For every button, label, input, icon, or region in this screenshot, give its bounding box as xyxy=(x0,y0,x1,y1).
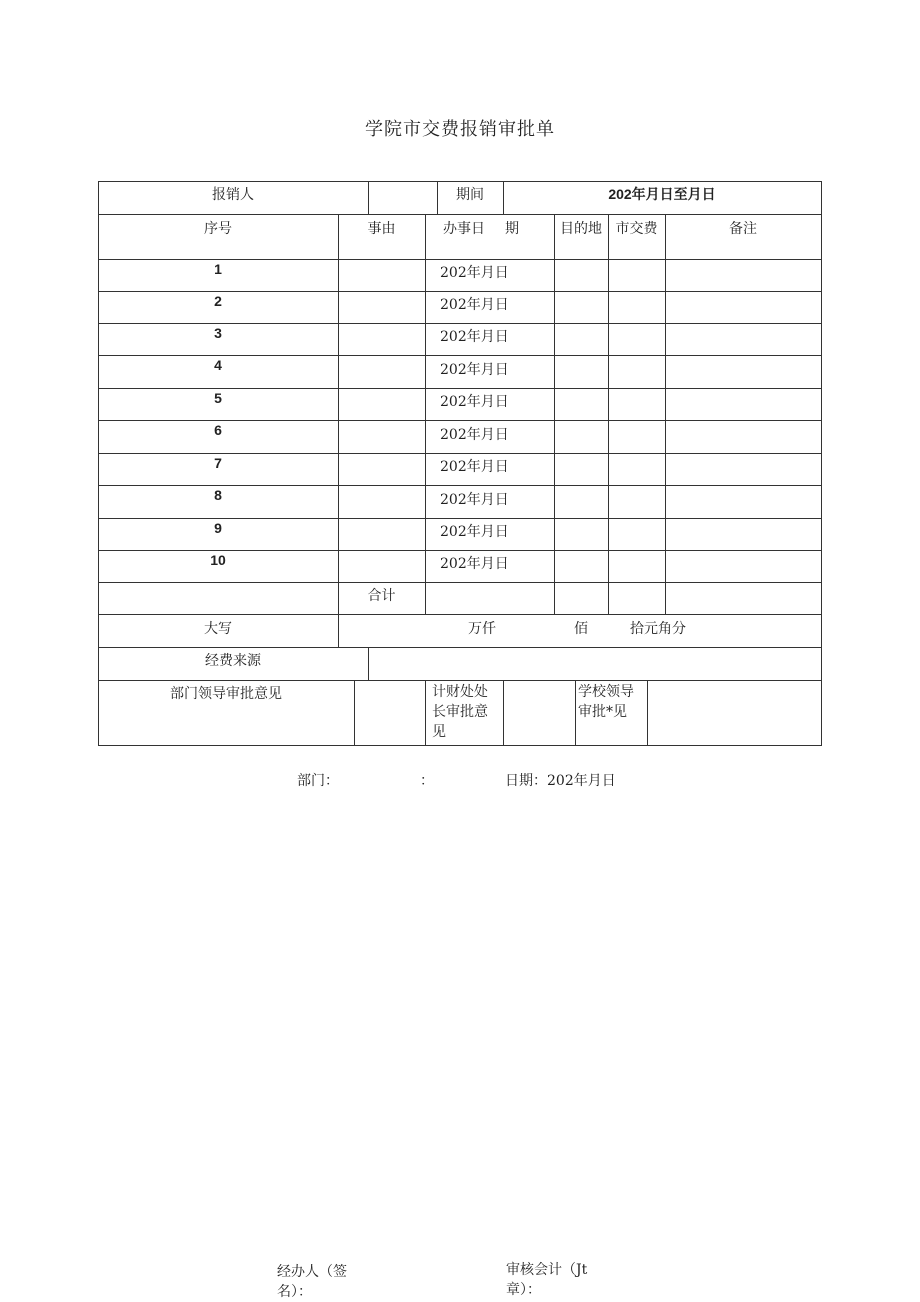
capital-label: 大写 xyxy=(204,621,232,637)
row-seq: 10 xyxy=(210,552,226,568)
row-date: 202年月日 xyxy=(440,394,509,410)
capital-bai: 佰 xyxy=(574,621,588,637)
col-reason: 事由 xyxy=(367,221,396,237)
row-date: 202年月日 xyxy=(440,459,509,475)
school-leader-approval-label: 学校领导审批*见 xyxy=(578,684,634,720)
period-value: 202年月日至月日 xyxy=(608,186,716,202)
row-seq: 6 xyxy=(214,422,222,438)
handler-signature: 经办人（签名）： xyxy=(277,1264,347,1300)
reimburser-label: 报销人 xyxy=(212,187,254,203)
row-seq: 5 xyxy=(214,390,222,406)
period-label: 期间 xyxy=(456,187,484,203)
row-seq: 2 xyxy=(214,293,222,309)
col-date-a: 办事日 xyxy=(443,221,485,237)
capital-rest: 拾元角分 xyxy=(630,621,686,637)
col-date-b: 期 xyxy=(505,221,519,237)
footer-colon: ： xyxy=(420,773,434,789)
col-seq: 序号 xyxy=(204,221,232,237)
page-title: 学院市交费报销审批单 xyxy=(365,119,555,140)
fund-source-label: 经费来源 xyxy=(205,653,261,669)
row-date: 202年月日 xyxy=(440,329,509,345)
row-date: 202年月日 xyxy=(440,492,509,508)
row-date: 202年月日 xyxy=(440,265,509,281)
footer-dept: 部门： xyxy=(297,773,339,789)
capital-wan-qian: 万仟 xyxy=(468,621,496,637)
finance-head-approval-label: 计财处处长审批意见 xyxy=(432,684,488,740)
row-date: 202年月日 xyxy=(440,297,509,313)
col-destination: 目的地 xyxy=(560,221,602,237)
row-seq: 1 xyxy=(214,261,222,277)
row-date: 202年月日 xyxy=(440,524,509,540)
row-seq: 7 xyxy=(214,455,222,471)
row-seq: 3 xyxy=(214,325,222,341)
footer-date: 日期：202年月日 xyxy=(505,773,616,789)
col-remark: 备注 xyxy=(729,221,757,237)
auditor-signature: 审核会计（Jt章）： xyxy=(506,1262,588,1298)
dept-leader-approval-label: 部门领导审批意见 xyxy=(170,686,282,702)
row-date: 202年月日 xyxy=(440,427,509,443)
col-fare: 市交费 xyxy=(615,221,658,237)
row-date: 202年月日 xyxy=(440,556,509,572)
row-date: 202年月日 xyxy=(440,362,509,378)
row-seq: 8 xyxy=(214,487,222,503)
total-label: 合计 xyxy=(367,588,396,604)
row-seq: 9 xyxy=(214,520,222,536)
row-seq: 4 xyxy=(214,357,222,373)
